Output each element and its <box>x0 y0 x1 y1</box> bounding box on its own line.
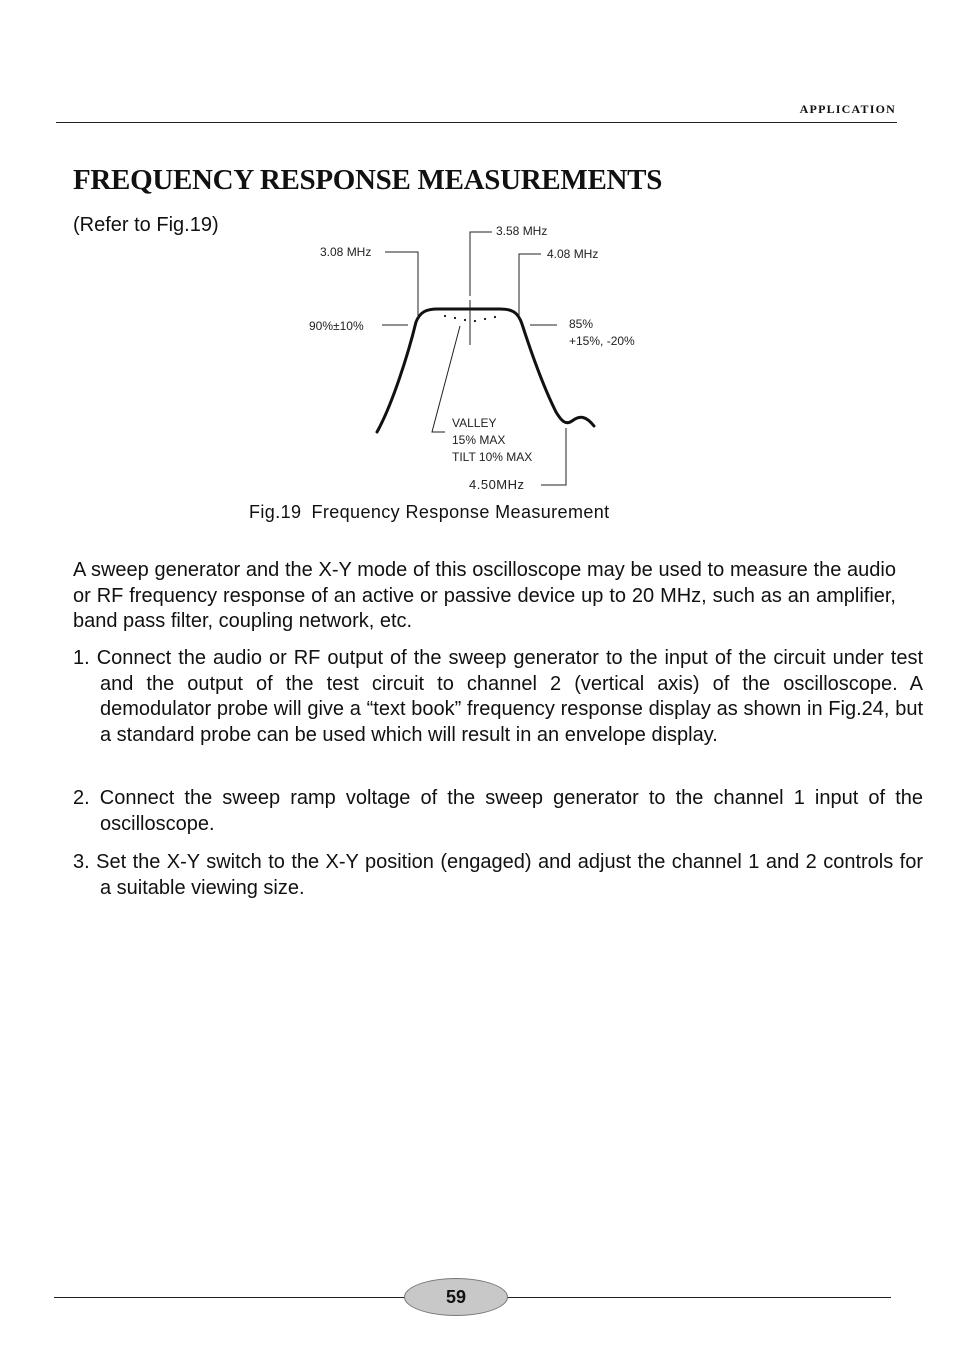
label-valley-3: TILT 10% MAX <box>452 450 533 464</box>
figure-caption-text: Frequency Response Measurement <box>311 502 610 522</box>
intro-paragraph: A sweep generator and the X-Y mode of this oscilloscope may be used to measure the audio or RF frequency response of an active or passive device up to 20 MHz, such as an amplifier, band pass filter, coupling network, etc. <box>73 559 896 632</box>
figure-reference: (Refer to Fig.19) <box>73 214 219 236</box>
leader-lines <box>382 232 566 485</box>
page-number-badge <box>404 1278 508 1316</box>
label-right-level-1: 85% <box>569 317 594 331</box>
page-number: 59 <box>445 1286 467 1307</box>
header-divider <box>56 122 897 123</box>
figure-caption <box>249 502 610 523</box>
page-title: FREQUENCY RESPONSE MEASUREMENTS <box>73 164 663 196</box>
label-valley-1: VALLEY <box>452 416 497 430</box>
frequency-response-figure <box>300 218 660 498</box>
label-3-58mhz: 3.58 MHz <box>496 224 548 238</box>
figure-caption-number: Fig.19 <box>249 502 302 522</box>
step-3: 3. Set the X-Y switch to the X-Y position (engaged) and adjust the channel 1 and 2 controls for a suitable viewing size. <box>73 851 923 899</box>
label-3-08mhz: 3.08 MHz <box>320 245 372 259</box>
step-2: 2. Connect the sweep ramp voltage of the sweep generator to the channel 1 input of the oscilloscope. <box>73 787 923 835</box>
label-right-level-2: +15%, -20% <box>569 334 635 348</box>
section-header: APPLICATION <box>799 102 896 116</box>
label-4-50mhz: 4.50MHz <box>469 477 525 492</box>
label-left-level: 90%±10% <box>309 319 364 333</box>
step-1: 1. Connect the audio or RF output of the sweep generator to the input of the circuit under test and the output of the test circuit to channel 2 (vertical axis) of the oscilloscope. A demodulator probe will give a “text book” frequency response display as shown in Fig.24, but a standard probe can be used which will result in an envelope display. <box>73 647 923 746</box>
label-4-08mhz: 4.08 MHz <box>547 247 599 261</box>
response-curve <box>377 309 594 432</box>
label-valley-2: 15% MAX <box>452 433 506 447</box>
